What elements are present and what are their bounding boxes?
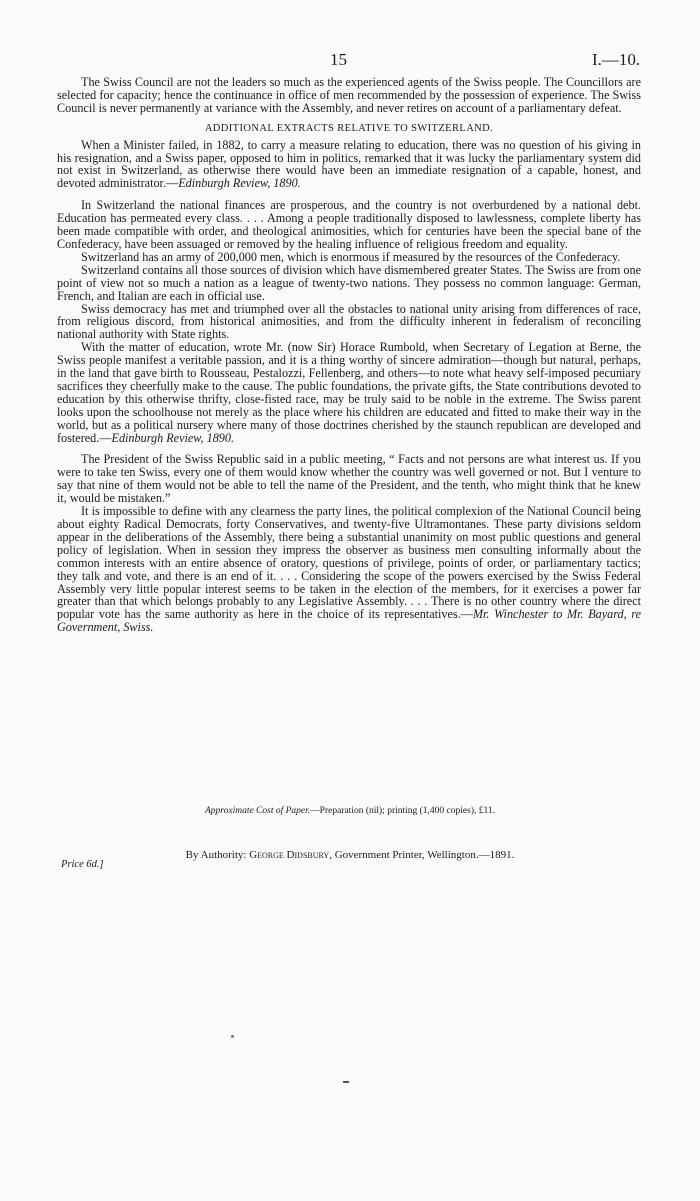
price-label: Price 6d.] [61,859,104,870]
page-number: 15 [330,50,347,69]
paragraph-division: Switzerland contains all those sources of division which have dismembered greater States. The Swiss are from one point of view not so much a nation as a league of twenty-two nations. They possess no common language: German, French, and Italian are each in official use. [57,262,641,303]
citation: Edinburgh Review, 1890. [178,176,301,191]
paragraph-party-lines [57,505,641,634]
paragraph-president: The President of the Swiss Republic said in a public meeting, “ Facts and not persons are what interest us. If you were to take ten Swiss, every one of them would know whether the country was well governed or not. But I venture to say that nine of them would not be able to tell the name of the President, and the tenth, who might think that he knew it, would be mistaken.” [57,452,641,506]
citation: Edinburgh Review, 1890. [111,430,235,445]
printer-imprint [0,849,700,861]
scan-speck [343,1081,349,1083]
cost-text: —Preparation (nil); printing (1,400 copies), £11. [310,806,496,816]
document-body [57,76,641,634]
intro-paragraph: The Swiss Council are not the leaders so much as the experienced agents of the Swiss people. The Councillors are selected for capacity; hence the continuance in office of men recommended by the possession of experience. The Swiss Council is never permanently at variance with the Assembly, and never retires on account of a parliamentary defeat. [57,75,641,115]
citation: Mr. Winchester to Mr. Bayard, re Government, Swiss. [57,607,641,635]
paragraph-finances: In Switzerland the national finances are prosperous, and the country is not overburdened by a national debt. Education has permeated every class. . . . Among a people traditionally disposed to lawlessness, complete liberty has been made compatible with order, and theological animosities, which for centuries have been the special bane of the Confederacy, have been assuaged or removed by the healing influence of religious freedom and equality. [57,198,641,251]
cost-label: Approximate Cost of Paper. [204,806,311,816]
series-reference: I.—10. [592,50,641,69]
paragraph-army: Switzerland has an army of 200,000 men, which is enormous if measured by the resources of the Confederacy. [81,249,621,264]
paragraph-text: With the matter of education, wrote Mr. (now Sir) Horace Rumbold, when Secretary of Legation at Berne, the Swiss people manifest a veritable passion, and it is a thing worthy of sincere admiration—though but natural, perhaps, in the land that gave birth to Rousseau, Pestalozzi, Fellenberg, and others—to note what heavy self-imposed pecuniary sacrifices they cheerfully make to the cause. The public foundations, the private gifts, the State contributions devoted to education by this otherwise thrifty, close-fisted race, may be truly said to be noble in the extreme. The Swiss parent looks upon the schoolhouse not merely as the place where his children are educated and fitted to make their way in the world, but as a political nursery where many of those doctrines cherished by the staunch republican are developed and fostered.— [57,340,641,445]
printer-name: George Didsbury [249,849,330,861]
paragraph-text: It is impossible to define with any clearness the party lines, the political complexion of the National Council being about eighty Radical Democrats, forty Conservatives, and twenty-five Ultramontanes. These party divisions seldom appear in the deliberations of the Assembly, there being a substantial unanimity on most public questions and general policy of legislation. When in session they impress the observer as business men consulting informally about the common interests with an entire absence of oratory, questions of privilege, points of order, or parliamentary tactics; they talk and vote, and there is an end of it. . . . Considering the scope of the powers exercised by the Swiss Federal Assembly very little popular interest seems to be taken in the election of the members, for it exercises a power far greater than that which belongs probably to any Legislative Assembly. . . . There is no other country where the direct popular vote has the same authority as here in the choice of its representatives.— [57,504,641,622]
paragraph-education [57,341,641,444]
paragraph-democracy: Swiss democracy has met and triumphed over all the obstacles to national unity arising from differences of race, from religious discord, from historical animosities, and from the difficulty inherent in federalism of reconciling national authority with State rights. [57,301,641,342]
cost-of-paper-note [0,806,700,816]
paragraph-minister-failed [57,139,641,191]
paragraph-text: When a Minister failed, in 1882, to carry a measure relating to education, there was no question of his giving in his resignation, and a Swiss paper, opposed to him in politics, remarked that it was lucky the parliamentary system did not exist in Switzerland, as otherwise there would have been an immediate resignation of a capable, honest, and devoted administrator.— [57,137,641,191]
imprint-suffix: , Government Printer, Wellington.—1891. [329,849,515,861]
imprint-prefix: By Authority: [185,849,247,861]
scan-speck [231,1035,234,1038]
section-heading: ADDITIONAL EXTRACTS RELATIVE TO SWITZERLAND. [204,122,494,134]
